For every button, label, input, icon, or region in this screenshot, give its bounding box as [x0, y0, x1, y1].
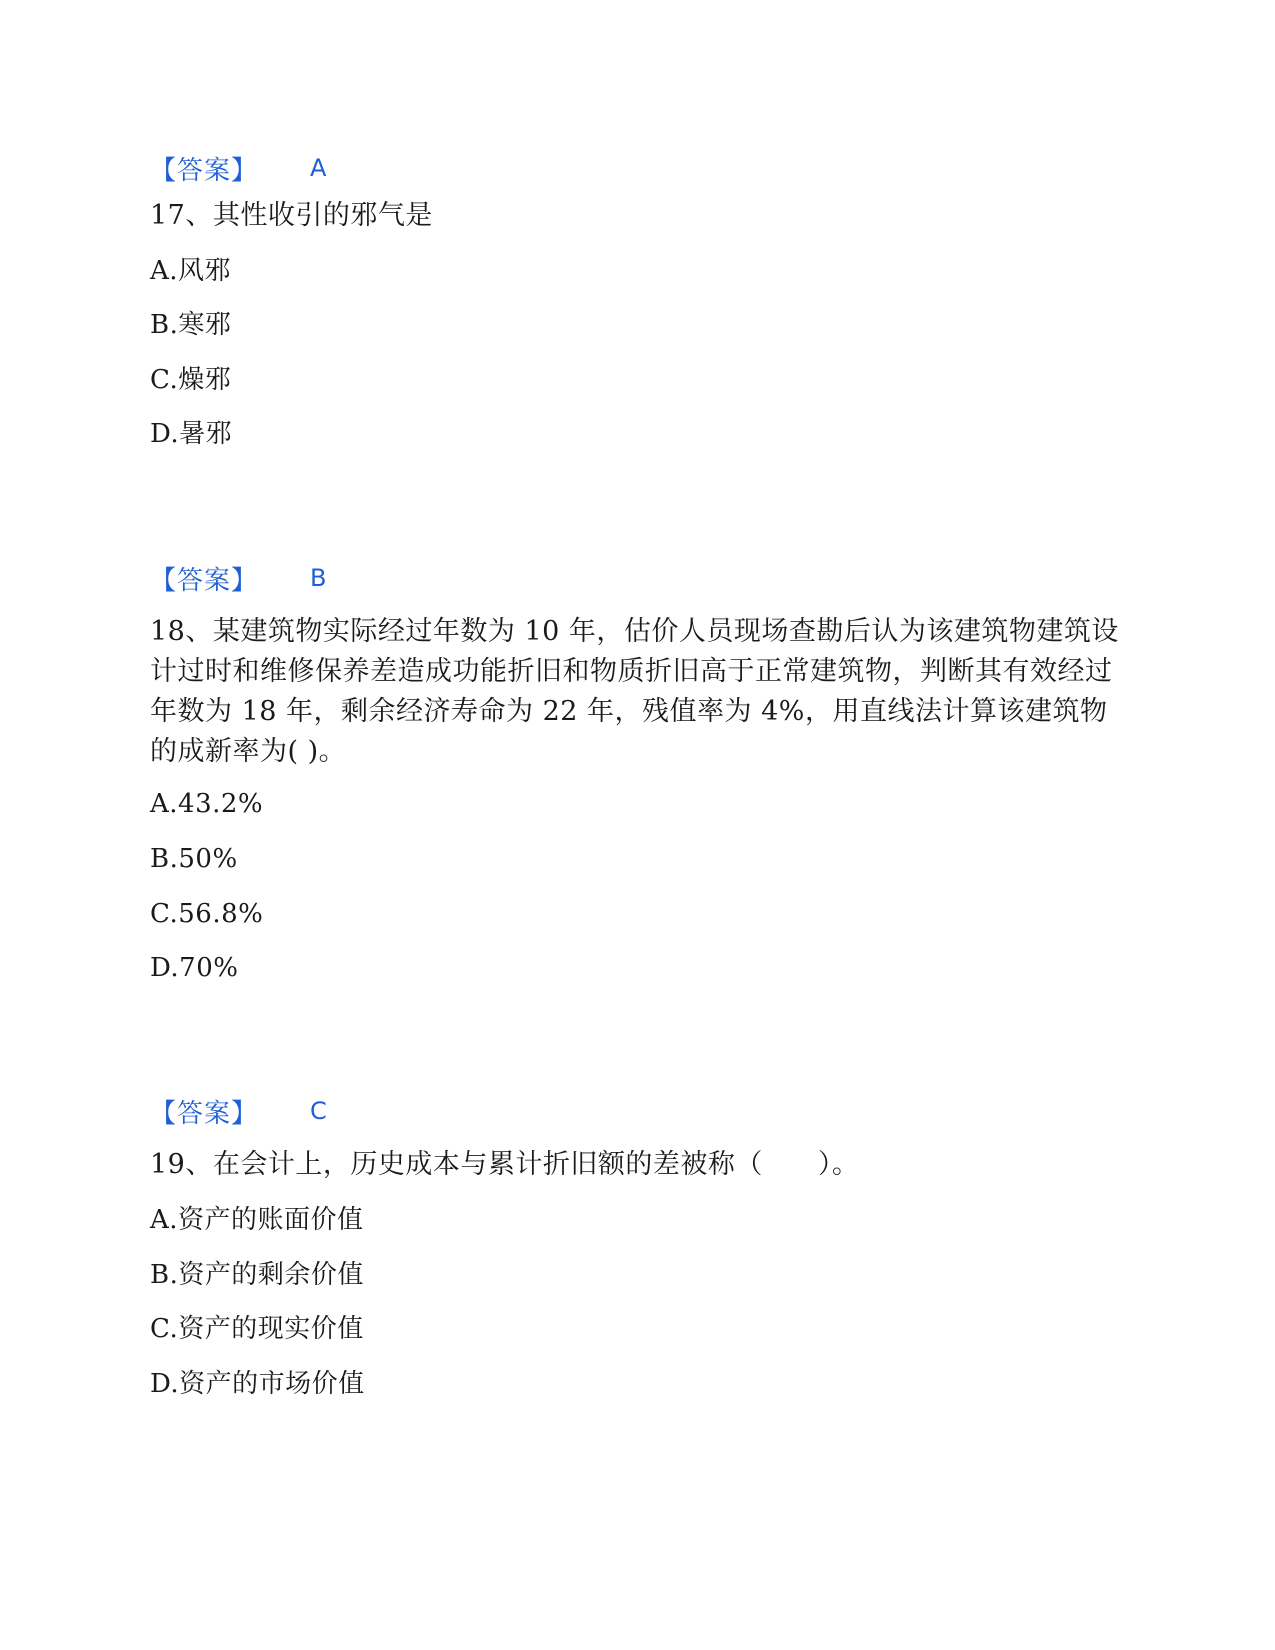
answer-value: C — [310, 1097, 327, 1125]
q19-option-b: B.资产的剩余价值 — [150, 1260, 364, 1290]
question-19-text: 19、在会计上，历史成本与累计折旧额的差被称（ ）。 — [150, 1149, 860, 1180]
q19-option-a: A.资产的账面价值 — [150, 1205, 364, 1235]
answer-label: 【答案】 — [150, 565, 259, 596]
question-17-text: 17、其性收引的邪气是 — [150, 200, 433, 231]
q17-option-b: B.寒邪 — [150, 310, 232, 340]
answer-value: A — [310, 154, 327, 182]
q18-option-a: A.43.2% — [150, 789, 264, 819]
answer-q18 — [150, 1093, 327, 1129]
q18-option-d: D.70% — [150, 953, 239, 983]
answer-q17 — [150, 560, 326, 596]
answer-value: B — [310, 564, 327, 592]
q18-option-c: C.56.8% — [150, 899, 264, 929]
q17-option-c: C.燥邪 — [150, 365, 232, 395]
answer-label: 【答案】 — [150, 1098, 259, 1129]
q18-option-b: B.50% — [150, 844, 238, 874]
q17-option-a: A.风邪 — [150, 256, 232, 286]
q17-option-d: D.暑邪 — [150, 419, 233, 449]
answer-label: 【答案】 — [150, 155, 259, 186]
question-18-text: 18、某建筑物实际经过年数为 10 年，估价人员现场查勘后认为该建筑物建筑设计过时和维修保养差造成功能折旧和物质折旧高于正常建筑物，判断其有效经过年数为 18 年，剩余经济寿命为 22 年，残值率为 4%，用直线法计算该建筑物的成新率为( )。 — [150, 616, 1119, 767]
answer-q16 — [150, 150, 326, 186]
q19-option-d: D.资产的市场价值 — [150, 1369, 365, 1399]
q19-option-c: C.资产的现实价值 — [150, 1314, 364, 1344]
